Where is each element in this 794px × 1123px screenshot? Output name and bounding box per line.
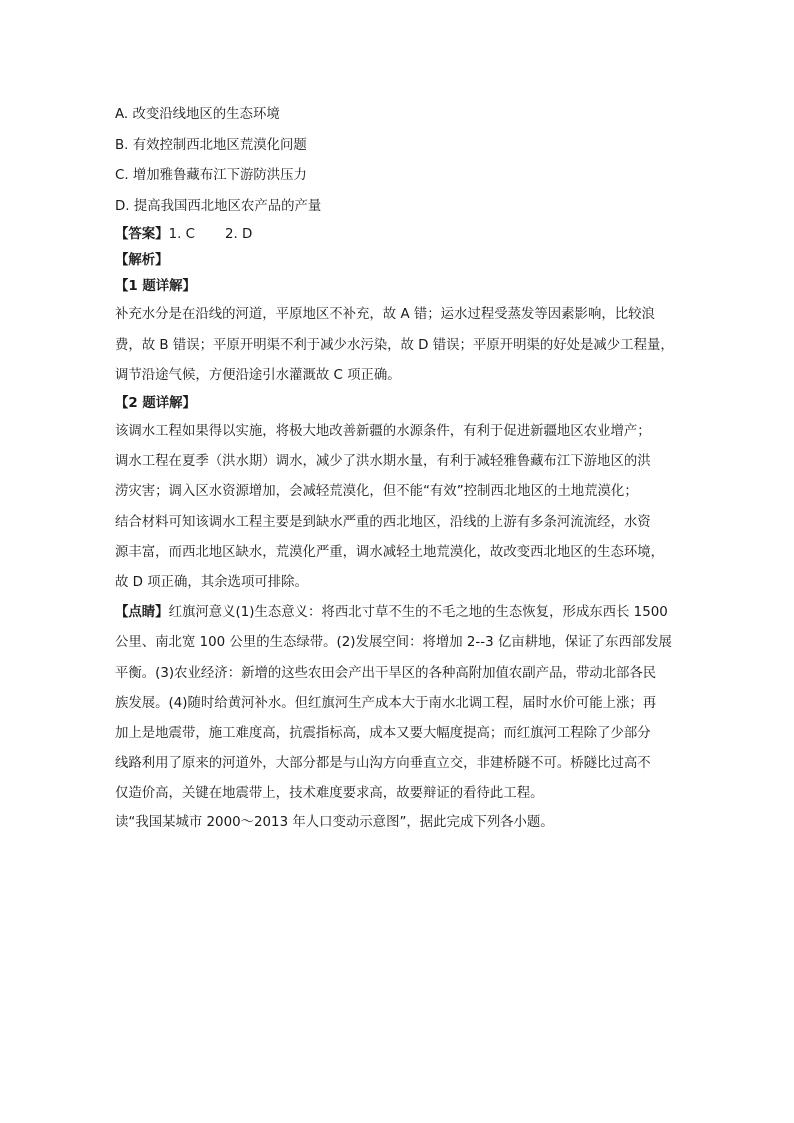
option-d: D. 提高我国西北地区农产品的产量 (115, 198, 322, 214)
answer-item-1: 1. C (168, 227, 195, 243)
q1-heading: 【1 题详解】 (115, 279, 196, 295)
tip-line: 族发展。(4)随时给黄河补水。但红旗河生产成本大于南水北调工程，届时水价可能上涨；再 (115, 695, 657, 711)
option-a: A. 改变沿线地区的生态环境 (115, 107, 280, 122)
tip-first-line (115, 598, 695, 628)
q1-line: 费，故 B 错误；平原开明渠不利于减少水污染，故 D 错误；平原开明渠的好处是减少工程量， (115, 337, 674, 353)
q2-line: 故 D 项正确，其余选项可排除。 (115, 575, 308, 590)
tip-line: 平衡。(3)农业经济：新增的这些农田会产出干旱区的各种高附加值农副产品，带动北部各民 (115, 665, 657, 681)
q1-explanation (115, 300, 695, 391)
next-question-prompt: 读“我国某城市 2000～2013 年人口变动示意图”，据此完成下列各小题。 (115, 814, 554, 830)
q2-heading: 【2 题详解】 (115, 395, 196, 411)
answer-item-2: 2. D (224, 227, 253, 243)
tip-line: 公里、南北宽 100 公里的生态绿带。(2)发展空间：将增加 2--3 亿亩耕地，保证了东西部发展 (115, 635, 672, 651)
answer-line (115, 222, 695, 248)
q2-explanation (115, 417, 695, 598)
q2-line: 涝灾害；调入区水资源增加，会减轻荒漠化，但不能“有效”控制西北地区的土地荒漠化； (115, 484, 638, 500)
tip-section (115, 598, 695, 809)
tip-first-text: 红旗河意义(1)生态意义：将西北寸草不生的不毛之地的生态恢复，形成东西长 1500 (168, 605, 668, 621)
q2-line: 结合材料可知该调水工程主要是到缺水严重的西北地区，沿线的上游有多条河流流经，水资 (115, 514, 651, 530)
option-b: B. 有效控制西北地区荒漠化问题 (115, 137, 307, 153)
q1-line: 调节沿途气候，方便沿途引水灌溉故 C 项正确。 (115, 367, 401, 383)
answer-label: 【答案】 (115, 227, 169, 243)
tip-label: 【点睛】 (115, 605, 169, 621)
tip-line: 线路利用了原来的河道外，大部分都是与山沟方向垂直立交，非建桥隧不可。桥隧比过高不 (115, 756, 651, 772)
tip-line: 加上是地震带，施工难度高，抗震指标高，成本又要大幅度提高；而红旗河工程除了少部分 (115, 726, 651, 742)
q2-line: 源丰富，而西北地区缺水，荒漠化严重，调水减轻土地荒漠化，故改变西北地区的生态环境， (115, 544, 665, 560)
q2-line: 调水工程在夏季（洪水期）调水，减少了洪水期水量，有利于减轻雅鲁藏布江下游地区的洪 (115, 454, 651, 470)
content-block (115, 100, 695, 836)
tip-line: 仅造价高，关键在地震带上，技术难度要求高，故要辩证的看待此工程。 (115, 786, 544, 802)
q2-line: 该调水工程如果得以实施，将极大地改善新疆的水源条件，有利于促进新疆地区农业增产； (115, 423, 651, 439)
q1-line: 补充水分是在沿线的河道，平原地区不补充，故 A 错；运水过程受蒸发等因素影响，比较浪 (115, 307, 655, 323)
analysis-label: 【解析】 (115, 253, 169, 269)
option-c: C. 增加雅鲁藏布江下游防洪压力 (115, 168, 307, 184)
